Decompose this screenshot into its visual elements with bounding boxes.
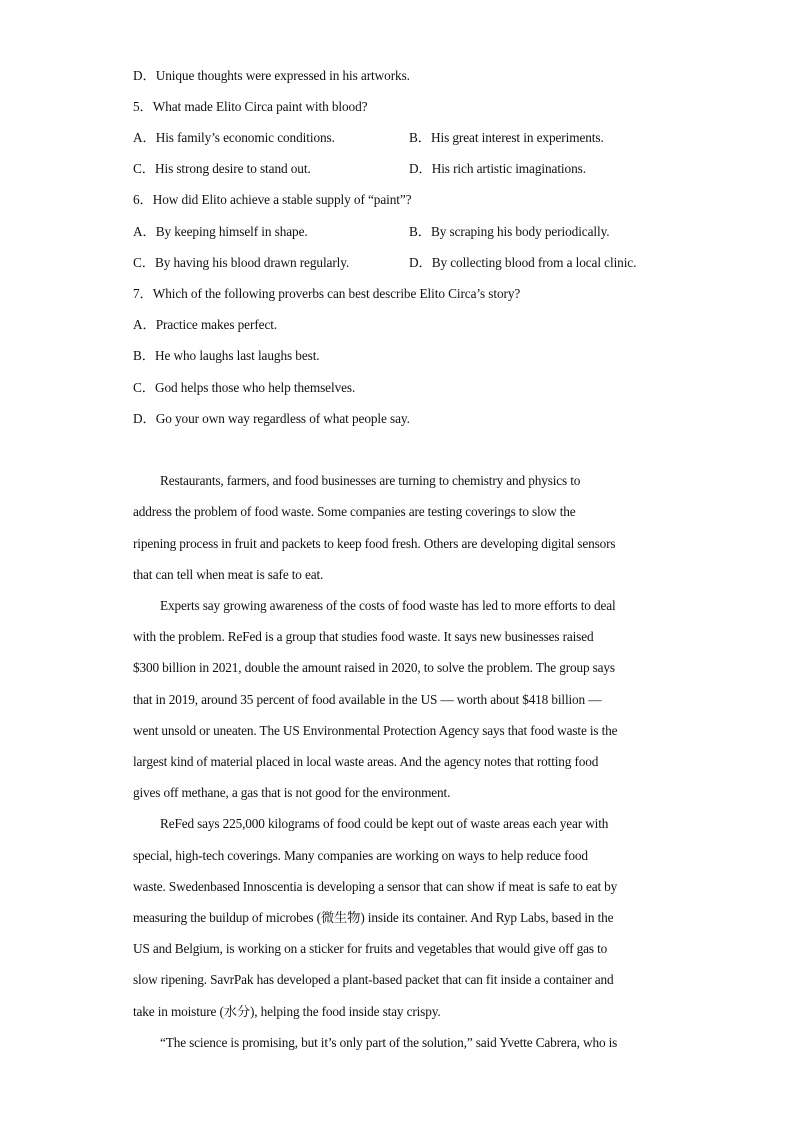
- passage-p3-line: measuring the buildup of microbes (微生物) inside its container. And Ryp Labs, based in the: [133, 910, 614, 925]
- passage-p1-line: address the problem of food waste. Some companies are testing coverings to slow the: [133, 504, 576, 519]
- q5-option-c: C．His strong desire to stand out.: [133, 161, 311, 176]
- q5-option-a: A．His family’s economic conditions.: [133, 130, 335, 145]
- passage-p2-line: largest kind of material placed in local waste areas. And the agency notes that rotting food: [133, 754, 599, 769]
- passage-p2-line: $300 billion in 2021, double the amount raised in 2020, to solve the problem. The group says: [133, 660, 615, 675]
- q6-stem: 6．How did Elito achieve a stable supply of “paint”?: [133, 192, 412, 207]
- q6-option-c: C．By having his blood drawn regularly.: [133, 255, 350, 270]
- passage-p3-line: ReFed says 225,000 kilograms of food could be kept out of waste areas each year with: [160, 816, 609, 831]
- q4-option-d: D．Unique thoughts were expressed in his artworks.: [133, 68, 410, 83]
- passage-p1-line: that can tell when meat is safe to eat.: [133, 567, 324, 582]
- q6-option-a: A．By keeping himself in shape.: [133, 224, 308, 239]
- q6-option-d: D．By collecting blood from a local clinic.: [409, 255, 637, 270]
- passage-p1-line: ripening process in fruit and packets to keep food fresh. Others are developing digital sensors: [133, 536, 616, 551]
- q5-option-d: D．His rich artistic imaginations.: [409, 161, 586, 176]
- q7-stem: 7．Which of the following proverbs can best describe Elito Circa’s story?: [133, 286, 521, 301]
- passage-p2-line: gives off methane, a gas that is not good for the environment.: [133, 785, 451, 800]
- q7-option-a: A．Practice makes perfect.: [133, 317, 278, 332]
- passage-p3-line: slow ripening. SavrPak has developed a plant-based packet that can fit inside a container and: [133, 972, 614, 987]
- q5-option-b: B．His great interest in experiments.: [409, 130, 604, 145]
- passage-p3-line: waste. Swedenbased Innoscentia is developing a sensor that can show if meat is safe to eat by: [133, 879, 618, 894]
- passage-p4-line: “The science is promising, but it’s only part of the solution,” said Yvette Cabrera, who is: [160, 1035, 618, 1050]
- q7-option-b: B．He who laughs last laughs best.: [133, 348, 320, 363]
- q6-option-b: B．By scraping his body periodically.: [409, 224, 610, 239]
- passage-p2-line: went unsold or uneaten. The US Environmental Protection Agency says that food waste is the: [133, 723, 618, 738]
- passage-p1-line: Restaurants, farmers, and food businesses are turning to chemistry and physics to: [160, 473, 581, 488]
- passage-p3-line: US and Belgium, is working on a sticker for fruits and vegetables that would give off gas to: [133, 941, 608, 956]
- passage-p3-line: take in moisture (水分), helping the food inside stay crispy.: [133, 1004, 441, 1019]
- passage-p3-line: special, high-tech coverings. Many companies are working on ways to help reduce food: [133, 848, 588, 863]
- passage-p2-line: Experts say growing awareness of the costs of food waste has led to more efforts to deal: [160, 598, 616, 613]
- passage-p2-line: with the problem. ReFed is a group that studies food waste. It says new businesses raised: [133, 629, 594, 644]
- q5-stem: 5．What made Elito Circa paint with blood?: [133, 99, 368, 114]
- q7-option-c: C．God helps those who help themselves.: [133, 380, 356, 395]
- passage-p2-line: that in 2019, around 35 percent of food available in the US — worth about $418 billion —: [133, 692, 602, 707]
- q7-option-d: D．Go your own way regardless of what people say.: [133, 411, 410, 426]
